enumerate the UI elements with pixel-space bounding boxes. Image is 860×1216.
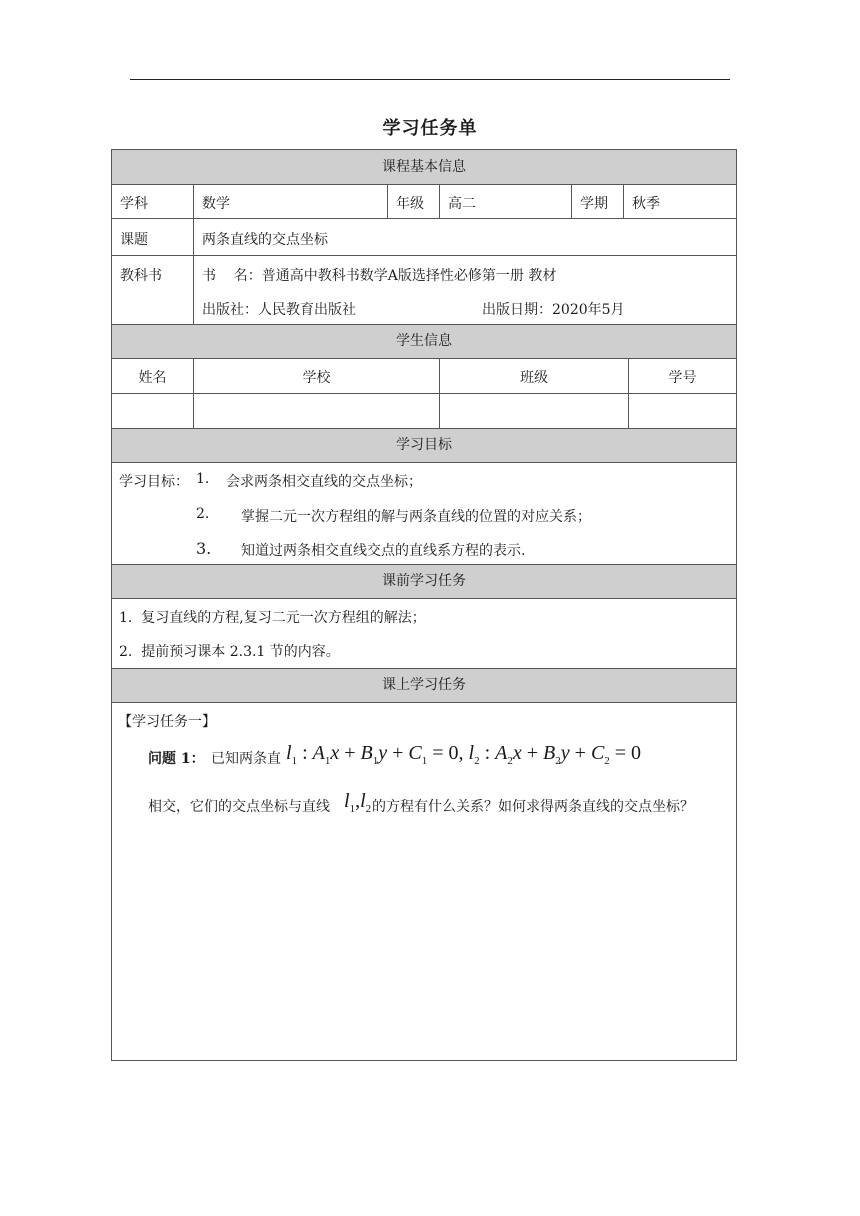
table-rule xyxy=(111,255,737,256)
question-text: 相交，它们的交点坐标与直线 xyxy=(148,799,330,815)
line-equations-formula: $l_1$ : $A_1x + B_1y + C_1 = 0$, $l_2$ : $A_2x + B_2y + C_2 = 0$ xyxy=(286,742,642,767)
textbook-label: 教科书 xyxy=(120,268,162,284)
header-rule xyxy=(130,79,730,80)
objective-text: 知道过两条相交直线交点的直线系方程的表示. xyxy=(241,543,526,559)
table-rule xyxy=(623,184,624,218)
subject-label: 学科 xyxy=(120,196,148,212)
table-rule xyxy=(111,324,737,325)
class-field[interactable] xyxy=(440,394,628,428)
in-class-header: 课上学习任务 xyxy=(112,668,736,702)
objective-num: 3. xyxy=(196,539,212,558)
table-rule xyxy=(111,462,737,463)
table-rule xyxy=(111,598,737,599)
topic-value: 两条直线的交点坐标 xyxy=(202,232,328,248)
objective-text: 掌握二元一次方程组的解与两条直线的位置的对应关系； xyxy=(241,509,591,525)
table-rule xyxy=(111,564,737,565)
table-rule xyxy=(111,358,737,359)
line-names-formula: $l_1,l_2$ xyxy=(344,790,372,815)
table-rule xyxy=(111,218,737,219)
question-text: 的方程有什么关系？如何求得两条直线的交点坐标？ xyxy=(372,799,694,815)
course-info-header: 课程基本信息 xyxy=(112,150,736,184)
table-rule xyxy=(111,184,737,185)
question-prefix: 已知两条直 xyxy=(211,751,281,767)
table-rule xyxy=(571,184,572,218)
pre-class-header: 课前学习任务 xyxy=(112,564,736,598)
table-rule xyxy=(111,149,737,150)
question-label: 问题 1： xyxy=(148,751,205,767)
table-rule xyxy=(439,184,440,218)
objectives-lead: 学习目标： xyxy=(119,474,189,490)
subject-value: 数学 xyxy=(202,196,230,212)
publish-date: 出版日期：2020年5月 xyxy=(482,302,625,318)
term-label: 学期 xyxy=(580,196,608,212)
topic-label: 课题 xyxy=(120,232,148,248)
student-id-field[interactable] xyxy=(629,394,736,428)
school-field[interactable] xyxy=(194,394,439,428)
col-student-id: 学号 xyxy=(668,370,697,386)
table-rule xyxy=(193,184,194,324)
objectives-header: 学习目标 xyxy=(112,428,736,462)
term-value: 秋季 xyxy=(632,196,660,212)
pre-class-item: 2. 提前预习课本 2.3.1 节的内容。 xyxy=(119,644,340,660)
table-border xyxy=(736,149,737,1061)
table-rule xyxy=(111,668,737,669)
col-school: 学校 xyxy=(302,370,331,386)
textbook-name: 书 名：普通高中教科书数学A版选择性必修第一册 教材 xyxy=(202,268,557,284)
student-info-header: 学生信息 xyxy=(112,324,736,358)
objective-num: 1. xyxy=(196,471,210,487)
objective-text: 会求两条相交直线的交点坐标； xyxy=(226,474,422,490)
col-class: 班级 xyxy=(520,370,548,386)
table-rule xyxy=(111,702,737,703)
grade-value: 高二 xyxy=(448,196,476,212)
table-rule xyxy=(111,428,737,429)
grade-label: 年级 xyxy=(396,196,424,212)
objective-num: 2. xyxy=(196,506,210,522)
name-field[interactable] xyxy=(112,394,193,428)
page-title: 学习任务单 xyxy=(382,118,478,139)
table-rule xyxy=(387,184,388,218)
col-name: 姓名 xyxy=(138,370,167,386)
table-rule xyxy=(111,1060,737,1061)
pre-class-item: 1. 复习直线的方程,复习二元一次方程组的解法； xyxy=(119,610,426,626)
task-title: 【学习任务一】 xyxy=(118,714,216,730)
answer-area[interactable] xyxy=(112,830,736,1059)
publisher: 出版社：人民教育出版社 xyxy=(202,302,356,318)
